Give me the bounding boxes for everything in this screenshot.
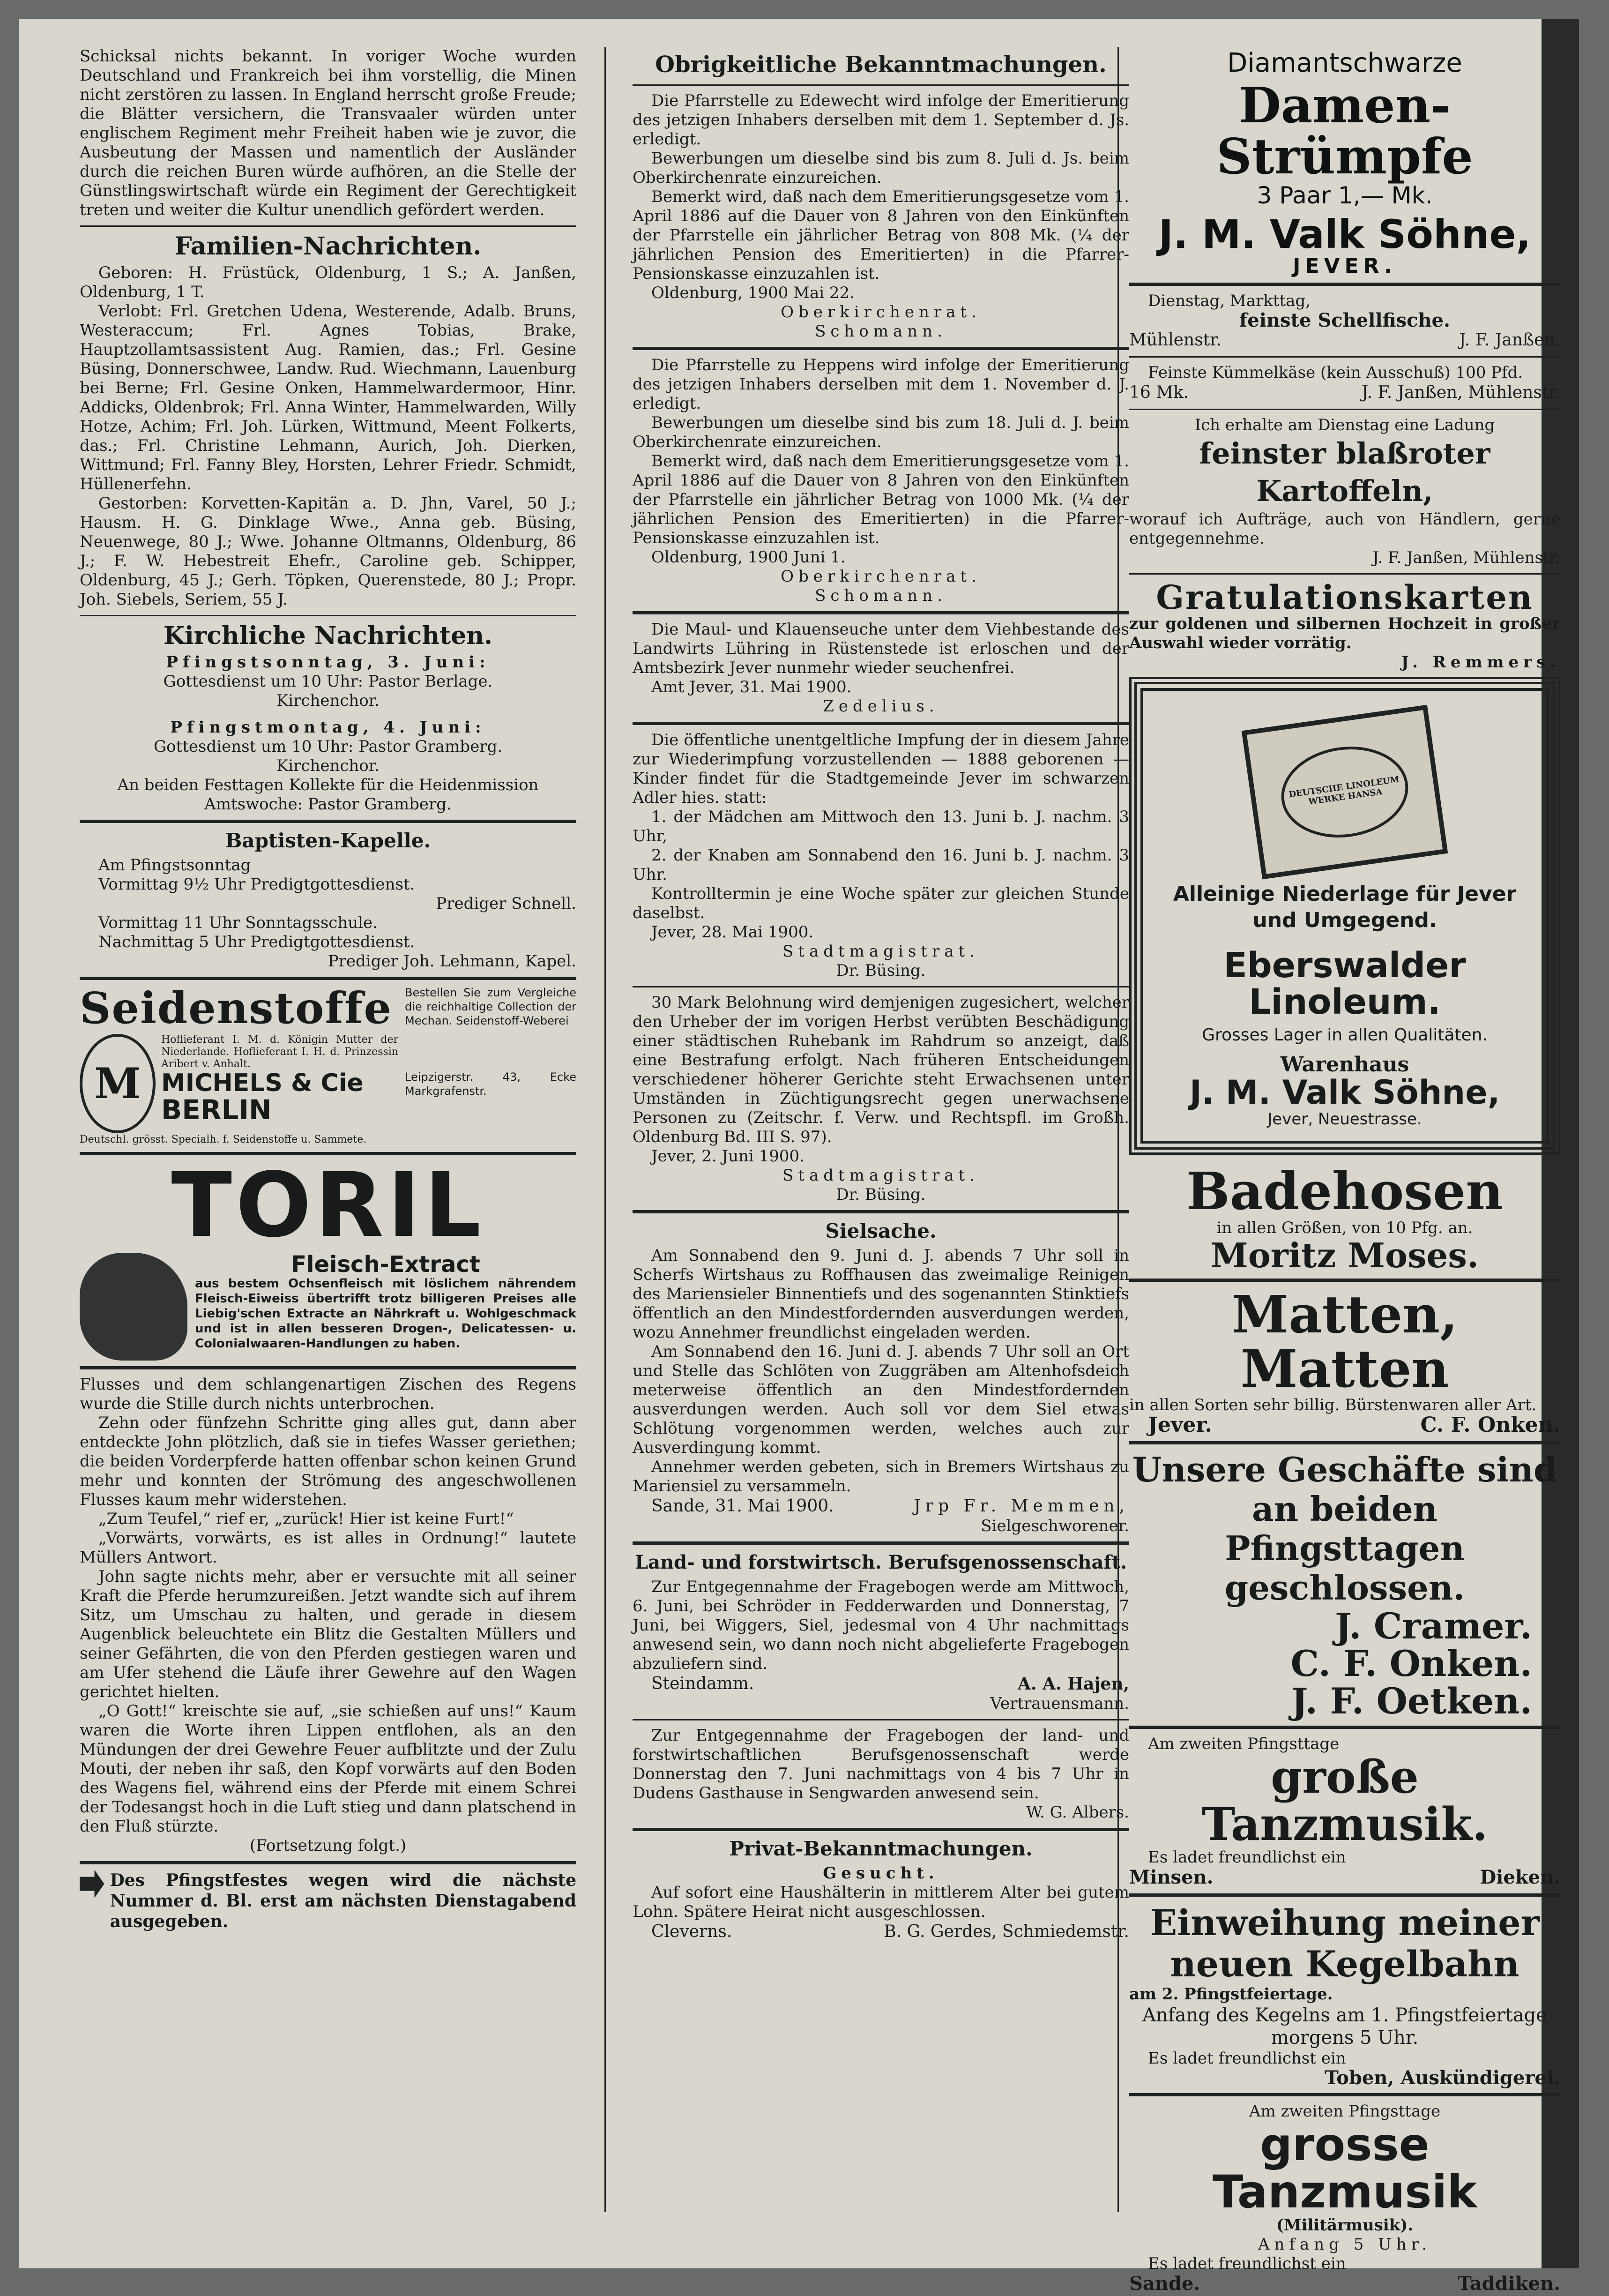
dance2-host: Taddiken.	[1457, 2272, 1560, 2295]
story-continued: (Fortsetzung folgt.)	[249, 1836, 407, 1855]
land-sig: A. A. Hajen,	[1018, 1674, 1129, 1694]
stockings-price: 3 Paar 1,— Mk.	[1257, 182, 1433, 209]
ann2-date: Oldenburg, 1900 Juni 1.	[651, 548, 846, 567]
closed-title: Unsere Geschäfte sind an beiden Pfingsttagen geschlossen.	[1132, 1450, 1557, 1608]
mats-title: Matten, Matten	[1231, 1284, 1458, 1399]
ann3-p1: Die Maul- und Klauenseuche unter dem Viehbestande des Landwirts Lühring in Rüstenstede ist erloschen und der Amtsbezirk Jever nunmehr wieder seuchenfrei.	[633, 620, 1129, 677]
closed-firm2: C. F. Onken.	[1290, 1643, 1532, 1685]
land-footer	[633, 1674, 1129, 1694]
dance1-footer	[1129, 1867, 1560, 1888]
notice-text: Des Pfingstfestes wegen wird die nächste Nummer d. Bl. erst am nächsten Dienstagabend ausgegeben.	[110, 1870, 576, 1931]
wanted-footer	[633, 1922, 1129, 1942]
dance2-line1: Am zweiten Pfingsttage	[1249, 2102, 1441, 2121]
toril-ad	[80, 1153, 576, 1361]
family-title: Familien-Nachrichten.	[174, 232, 482, 261]
pentecost-monday-text: Gottesdienst um 10 Uhr: Pastor Gramberg.	[153, 737, 503, 756]
mats-text: in allen Sorten sehr billig. Bürstenwaren aller Art.	[1129, 1396, 1537, 1415]
pentecost-sunday-text: Gottesdienst um 10 Uhr: Pastor Berlage.	[163, 672, 493, 691]
land-sig2: Vertrauensmann.	[990, 1694, 1129, 1713]
toril-text: aus bestem Ochsenfleisch mit löslichem nährendem Fleisch-Eiweiss übertrifft trotz billigeren Preises alle Liebig'schen Extracte an Nährkraft u. Wohlgeschmack und ist in allen besseren Drogen-, Delicatessen- u. Colonialwaaren-Handlungen zu haben.	[195, 1276, 576, 1351]
ann2-p1: Die Pfarrstelle zu Heppens wird infolge der Emeritierung des jetzigen Inhabers derselben mit dem 1. November d. J. erledigt.	[633, 356, 1129, 413]
land-p1: Zur Entgegennahme der Fragebogen werde am Mittwoch, 6. Juni, bei Schröder in Fedderwarden und Donnerstag, 7 Juni, bei Wiggers, Siel, jedesmal von 4 Uhr nachmittags anwesend sein, wo dann noch nicht abgelieferte Fragebogen abzuliefern sind.	[633, 1578, 1129, 1673]
stockings-ad	[1129, 47, 1560, 277]
cheese-footer	[1129, 382, 1560, 403]
ann4-p2: Kontrolltermin je eine Woche später zur gleichen Stunde daselbst.	[633, 884, 1129, 922]
toril-title: TORIL	[171, 1153, 485, 1257]
divider	[1129, 409, 1560, 410]
column-1	[80, 47, 576, 2212]
divider	[1129, 2093, 1560, 2096]
wanted-title: Gesucht.	[823, 1864, 939, 1883]
siel-p3: Annehmer werden gebeten, sich in Bremers Wirtshaus zu Mariensiel zu versammeln.	[633, 1458, 1129, 1496]
linoleum-ad	[1129, 677, 1560, 1155]
baptist-line: Prediger Schnell.	[436, 894, 576, 913]
linoleum-line1: Alleinige Niederlage für Jever und Umgegend.	[1173, 882, 1517, 933]
dance2-place: Sande.	[1129, 2272, 1200, 2295]
toril-sub: Fleisch-Extract	[291, 1251, 480, 1278]
bowling-text: Anfang des Kegelns am 1. Pfingstfeiertage morgens 5 Uhr.	[1142, 2004, 1547, 2049]
divider	[633, 1541, 1129, 1545]
ann1-date: Oldenburg, 1900 Mai 22.	[651, 284, 855, 302]
ann2-p3: Bemerkt wird, daß nach dem Emeritierungsgesetze vom 1. April 1886 auf die Dauer von 8 Jahren von den Einkünften der Pfarrstelle ein jährlicher Betrag von 1000 Mk. (¼ der jährlichen Pension des Emeritierten) in die Pfarrer-Pensionskasse einzuzahlen ist.	[633, 452, 1129, 547]
intro-text: Schicksal nichts bekannt. In voriger Woche wurden Deutschland und Frankreich bei ihm vorstellig, die Minen nicht zerstören zu lassen. In England herrscht große Freude; die Blätter versichern, die Transvaaler würden unter englischem Regiment mehr Freiheit haben wie je zuvor, die Ausbeutung der Massen und namentlich der Ausländer durch die reichen Buren würde aufhören, an die Stelle der Günstlingswirtschaft würde ein Regiment der Gerechtigkeit treten und weiter die Kultur unendlich gefördert werden.	[80, 47, 576, 219]
divider	[80, 615, 576, 616]
cards-title: Gratulationskarten	[1156, 577, 1534, 617]
divider	[80, 225, 576, 227]
divider	[80, 1366, 576, 1369]
divider	[80, 1861, 576, 1864]
dance1-invite: Es ladet freundlichst ein	[1148, 1848, 1346, 1867]
divider	[633, 722, 1129, 725]
divider	[633, 347, 1129, 350]
potato-line1: Ich erhalte am Dienstag eine Ladung	[1194, 415, 1495, 434]
dance2-start: Anfang 5 Uhr.	[1258, 2235, 1432, 2254]
deaths: Gestorben: Korvetten-Kapitän a. D. Jhn, Varel, 50 J.; Hausm. H. G. Dinklage Wwe., Anna geb. Büsing, Neuenwege, 80 J.; Wwe. Johanne Oltmanns, Oldenburg, 86 J.; F. W. Hebestreit Ehefr., Caroline geb. Schipper, Oldenburg, 45 J.; Gerh. Töpken, Querenstede, 80 J.; Propr. Joh. Siebels, Seriem, 55 J.	[80, 494, 576, 609]
official-week: Amtswoche: Pastor Gramberg.	[204, 795, 452, 814]
baptist-line: Am Pfingstsonntag	[98, 856, 251, 875]
ann4-date: Jever, 28. Mai 1900.	[651, 923, 814, 942]
column-2	[633, 47, 1129, 2212]
baptist-line: Nachmittag 5 Uhr Predigtgottesdienst.	[98, 933, 415, 951]
siel-footer	[633, 1496, 1129, 1517]
cards-sig: J. Remmers.	[1401, 653, 1560, 672]
ann1-org: Oberkirchenrat.	[781, 303, 981, 322]
seide-title: Seidenstoffe	[80, 983, 393, 1033]
wanted-text: Auf sofort eine Haushälterin in mittlerem Alter bei gutem Lohn. Spätere Heirat nicht ausgeschlossen.	[633, 1883, 1129, 1921]
monogram-logo: M	[80, 1034, 156, 1133]
pentecost-sunday: Pfingstsonntag, 3. Juni:	[166, 653, 490, 672]
swimwear-text: in allen Größen, von 10 Pfg. an.	[1216, 1218, 1473, 1237]
mats-city: Jever.	[1148, 1413, 1212, 1437]
closed-firm1: J. Cramer.	[1334, 1605, 1532, 1647]
births: Geboren: H. Früstück, Oldenburg, 1 S.; A. Janßen, Oldenburg, 1 T.	[80, 263, 576, 301]
divider	[80, 977, 576, 980]
bowling-date: am 2. Pfingstfeiertage.	[1129, 1985, 1333, 2004]
dance1-host: Dieken.	[1480, 1866, 1560, 1889]
stockings-title: Damen-Strümpfe	[1216, 76, 1473, 186]
seide-address: Leipzigerstr. 43, Ecke Markgrafenstr.	[405, 1070, 576, 1098]
church-title: Kirchliche Nachrichten.	[163, 621, 493, 650]
baptist-line: Prediger Joh. Lehmann, Kapel.	[328, 952, 576, 971]
fish-street: Mühlenstr.	[1129, 330, 1222, 350]
engagements: Verlobt: Frl. Gretchen Udena, Westerende, Adalb. Bruns, Westeraccum; Frl. Agnes Tobias, Brake, Hauptzollamtsassistent Aug. Ramien, das.; Frl. Gesine Büsing, Donnerschwee, Landw. Rud. Wiechmann, Lauenburg bei Berne; Frl. Gesine Onken, Hammelwardermoor, Hinr. Addicks, Oldenbrok; Frl. Anna Winter, Hammelwarden, Willy Hotze, Achim; Frl. Joh. Lürken, Wittmund, Meent Folkerts, das.; Frl. Christine Lehmann, Aurich, Joh. Dierken, Wittmund; Frl. Fanny Bley, Horsten, Lehrer Friedr. Schmidt, Hüllenerfehn.	[80, 302, 576, 494]
siel-p1: Am Sonnabend den 9. Juni d. J. abends 7 Uhr soll in Scherfs Wirtshaus zu Roffhausen das zweimalige Reinigen des Mariensieler Binnentiefs und des sogenannten Stinktiefs öffentlich an den Mindestfordernden ausverdungen werden, wozu Annehmer freundlichst eingeladen werden.	[633, 1246, 1129, 1342]
divider	[1129, 283, 1560, 286]
seal-text: DEUTSCHE LINOLEUM WERKE HANSA	[1288, 774, 1400, 808]
divider	[1129, 1279, 1560, 1282]
story-para: „O Gott!“ kreischte sie auf, „sie schießen auf uns!“ Kaum waren die Worte ihren Lippen entflohen, als an den Mündungen der drei Gewehre Feuer aufblitzte und der Zulu Mouti, der neben ihr saß, den Kopf vorwärts auf den Boden des Wagens fiel, während eins der Pferde mit einem Schrei der Todesangst hoch in die Luft stieg und dann platschend in den Fluß stürzte.	[80, 1701, 576, 1836]
column-rule-1	[604, 47, 606, 2212]
ann5-date: Jever, 2. Juni 1900.	[651, 1147, 804, 1166]
potato-title: feinster blaßroter Kartoffeln,	[1199, 436, 1490, 508]
seide-firm: MICHELS & Cie	[161, 1069, 364, 1097]
seide-purveyor: Hoflieferant I. M. d. Königin Mutter der Niederlande. Hoflieferant I. H. d. Prinzessin Aribert v. Anhalt.	[161, 1033, 398, 1070]
dance2-footer	[1129, 2274, 1560, 2294]
ann2-org: Oberkirchenrat.	[781, 567, 981, 586]
divider	[1129, 1893, 1560, 1897]
linoleum-warenhaus: Warenhaus	[1280, 1052, 1409, 1077]
ann4-p1: Die öffentliche unentgeltliche Impfung der in diesem Jahre zur Wiederimpfung vorzustellenden — 1888 geborenen — Kinder findet für die Stadtgemeinde Jever im schwarzen Adler hies. statt:	[633, 731, 1129, 807]
baptist-line: Vormittag 11 Uhr Sonntagsschule.	[98, 913, 378, 932]
divider	[1129, 1726, 1560, 1729]
ann2-sig: Schomann.	[815, 586, 947, 605]
linoleum-address: Jever, Neuestrasse.	[1267, 1110, 1422, 1129]
mats-firm: C. F. Onken.	[1420, 1413, 1560, 1437]
siel-date: Sande, 31. Mai 1900.	[651, 1496, 834, 1516]
divider	[633, 611, 1129, 614]
seide-city: BERLIN	[161, 1094, 272, 1126]
newspaper-page	[19, 19, 1579, 2295]
seide-right: Bestellen Sie zum Vergleiche die reichhaltige Collection der Mechan. Seidenstoff-Weberei	[405, 986, 576, 1027]
column-3	[1129, 47, 1560, 2295]
cheese-price: 16 Mk.	[1129, 382, 1189, 402]
divider	[633, 1210, 1129, 1213]
dance2-invite: Es ladet freundlichst ein	[1148, 2254, 1346, 2273]
linoleum-stock: Grosses Lager in allen Qualitäten.	[1202, 1025, 1488, 1045]
potato-line3: worauf ich Aufträge, auch von Händlern, gerne entgegennehme.	[1129, 509, 1560, 548]
divider	[633, 1828, 1129, 1831]
divider	[80, 820, 576, 823]
divider	[1129, 1441, 1560, 1444]
divider	[633, 986, 1129, 987]
linoleum-seal	[1242, 705, 1448, 880]
seide-bottom: Deutschl. grösst. Specialh. f. Seidenstoffe u. Sammete.	[80, 1133, 367, 1145]
swimwear-title: Badehosen	[1186, 1161, 1504, 1222]
divider	[1129, 573, 1560, 575]
official-title: Obrigkeitliche Bekanntmachungen.	[655, 52, 1107, 78]
siel-p2: Am Sonnabend den 16. Juni d. J. abends 7 Uhr soll an Ort und Stelle das Schlöten von Zuggräben am Altenhofsdeich meterweise öffentlich an den Mindestfordernden ausverdungen werden. Auch soll vor dem Siel etwas Schlötung vorgenommen werden, welches auch zur Ausverdingung kommt.	[633, 1342, 1129, 1457]
ann4-item2: 2. der Knaben am Sonnabend den 16. Juni b. J. nachm. 3 Uhr.	[633, 846, 1129, 884]
ann5-org: Stadtmagistrat.	[782, 1166, 979, 1185]
story-para: Flusses und dem schlangenartigen Zischen des Regens wurde die Stille durch nichts unterbrochen.	[80, 1375, 576, 1413]
dance1-line1: Am zweiten Pfingsttage	[1148, 1734, 1340, 1753]
ann1-p3: Bemerkt wird, daß nach dem Emeritierungsgesetze vom 1. April 1886 auf die Dauer von 8 Jahren von den Einkünften der Pfarrstelle ein jährlicher Betrag von 808 Mk. (¼ der jährlichen Pension des Emeritierten) in die Pfarrer-Pensionskasse einzuzahlen ist.	[633, 187, 1129, 283]
bull-icon	[1275, 739, 1414, 845]
bowling-invite: Es ladet freundlichst ein	[1148, 2049, 1346, 2068]
bowling-title: Einweihung meiner neuen Kegelbahn	[1150, 1902, 1540, 1985]
land-place: Steindamm.	[651, 1674, 754, 1693]
stockings-city: JEVER.	[1293, 254, 1397, 278]
fish-line2: feinste Schellfische.	[1239, 309, 1450, 331]
pointing-hand-icon	[80, 1870, 104, 1898]
pentecost-monday: Pfingstmontag, 4. Juni:	[170, 718, 486, 737]
siel-title: Sielsache.	[825, 1219, 937, 1242]
divider	[1129, 356, 1560, 358]
ann4-sig: Dr. Büsing.	[836, 961, 926, 980]
divider	[633, 1719, 1129, 1720]
swimwear-firm: Moritz Moses.	[1211, 1235, 1479, 1275]
baptist-title: Baptisten-Kapelle.	[225, 829, 431, 852]
siel-sig: Jrp Fr. Memmen,	[914, 1496, 1129, 1516]
choir: Kirchenchor.	[276, 691, 380, 710]
stockings-firm: J. M. Valk Söhne,	[1158, 211, 1531, 258]
ann5-sig: Dr. Büsing.	[836, 1185, 926, 1204]
stockings-diam: Diamantschwarze	[1227, 48, 1462, 78]
potato-sig: J. F. Janßen, Mühlenstr.	[1372, 548, 1560, 567]
closed-firm3: J. F. Oetken.	[1291, 1680, 1532, 1722]
story-para: „Vorwärts, vorwärts, es ist alles in Ordnung!“ lautete Müllers Antwort.	[80, 1528, 576, 1567]
dance1-place: Minsen.	[1129, 1866, 1214, 1889]
private-title: Privat-Bekanntmachungen.	[729, 1837, 1033, 1860]
linoleum-title: Eberswalder Linoleum.	[1223, 945, 1466, 1022]
fish-footer	[1129, 330, 1560, 351]
ann5-p1: 30 Mark Belohnung wird demjenigen zugesichert, welcher den Urheber der im vorigen Herbst verübten Beschädigung einer städtischen Ruhebank im Rahdrum so anzeigt, daß eine Bestrafung erfolgt. Nach früheren Entscheidungen verschiedener höherer Gerichte steht Erwachsenen unter Umständen in Züchtigungsrecht gegen unerwachsene Personen zu (Zeitschr. f. Verw. und Rechtspfl. im Großh. Oldenburg Bd. III S. 97).	[633, 993, 1129, 1146]
story-para: Zehn oder fünfzehn Schritte ging alles gut, dann aber entdeckte John plötzlich, daß sie in tiefes Wasser geriethen; die beiden Vorderpferde hatten offenbar schon keinen Grund mehr und konnten der Strömung des angeschwollenen Flusses kaum mehr widerstehen.	[80, 1413, 576, 1509]
ann2-p2: Bewerbungen um dieselbe sind bis zum 18. Juli d. J. beim Oberkirchenrate einzureichen.	[633, 413, 1129, 451]
land-title: Land- und forstwirtsch. Berufsgenossenschaft.	[635, 1551, 1127, 1573]
ann4-org: Stadtmagistrat.	[782, 942, 979, 961]
fish-line1: Dienstag, Markttag,	[1148, 291, 1311, 310]
ann3-date: Amt Jever, 31. Mai 1900.	[651, 678, 852, 696]
seidenstoffe-ad	[80, 983, 576, 1146]
fish-sig: J. F. Janßen.	[1459, 330, 1560, 350]
wanted-place: Cleverns.	[651, 1922, 732, 1941]
divider	[633, 84, 1129, 86]
bowling-host: Toben, Auskündigerei.	[1325, 2067, 1560, 2089]
land-sig3: W. G. Albers.	[1026, 1803, 1129, 1822]
cards-text: zur goldenen und silbernen Hochzeit in großer Auswahl wieder vorrätig.	[1129, 614, 1560, 653]
mats-footer	[1129, 1415, 1560, 1436]
ann1-sig: Schomann.	[815, 322, 947, 341]
ann1-p1: Die Pfarrstelle zu Edewecht wird infolge der Emeritierung des jetzigen Inhabers derselben mit dem 1. September d. Js. erledigt.	[633, 91, 1129, 149]
notice-box	[80, 1870, 576, 1932]
baptist-line: Vormittag 9½ Uhr Predigtgottesdienst.	[98, 875, 415, 894]
story-para: John sagte nichts mehr, aber er versuchte mit all seiner Kraft die Pferde herumzureißen. Jetzt wandte sich auf ihrem Sitz, um Umschau zu halten, und gerade in diesem Augenblick beleuchtete ein Blitz die Gestalten Müllers und seiner Gefährten, die von den Pferden gestiegen waren und am Ufer stehend die Läufe ihrer Gewehre auf den Wagen gerichtet hielten.	[80, 1567, 576, 1701]
choir: Kirchenchor.	[276, 756, 380, 775]
dance2-title: grosse Tanzmusik	[1212, 2118, 1477, 2219]
story-para: „Zum Teufel,“ rief er, „zurück! Hier ist keine Furt!“	[98, 1509, 514, 1528]
dance1-title: große Tanzmusik.	[1201, 1750, 1488, 1851]
ann1-p2: Bewerbungen um dieselbe sind bis zum 8. Juli d. Js. beim Oberkirchenrate einzureichen.	[633, 149, 1129, 187]
land-p2: Zur Entgegennahme der Fragebogen der land- und forstwirtschaftlichen Berufsgenossenschaft werde Donnerstag den 7. Juni nachmittags von 4 bis 7 Uhr in Dudens Gasthause in Sengwarden anwesend sein.	[633, 1726, 1129, 1802]
ann4-item1: 1. der Mädchen am Mittwoch den 13. Juni b. J. nachm. 3 Uhr,	[633, 808, 1129, 845]
dance2-music: (Militärmusik).	[1276, 2215, 1414, 2235]
ann3-sig: Zedelius.	[823, 697, 939, 716]
ox-illustration	[80, 1253, 187, 1361]
siel-sig2: Sielgeschworener.	[981, 1517, 1129, 1535]
collection: An beiden Festtagen Kollekte für die Heidenmission	[117, 776, 539, 794]
wanted-sig: B. G. Gerdes, Schmiedemstr.	[884, 1922, 1129, 1941]
cheese-sig: J. F. Janßen, Mühlenstr.	[1361, 382, 1560, 402]
cheese-line1: Feinste Kümmelkäse (kein Ausschuß) 100 Pfd.	[1148, 363, 1523, 382]
linoleum-firm: J. M. Valk Söhne,	[1189, 1073, 1500, 1112]
